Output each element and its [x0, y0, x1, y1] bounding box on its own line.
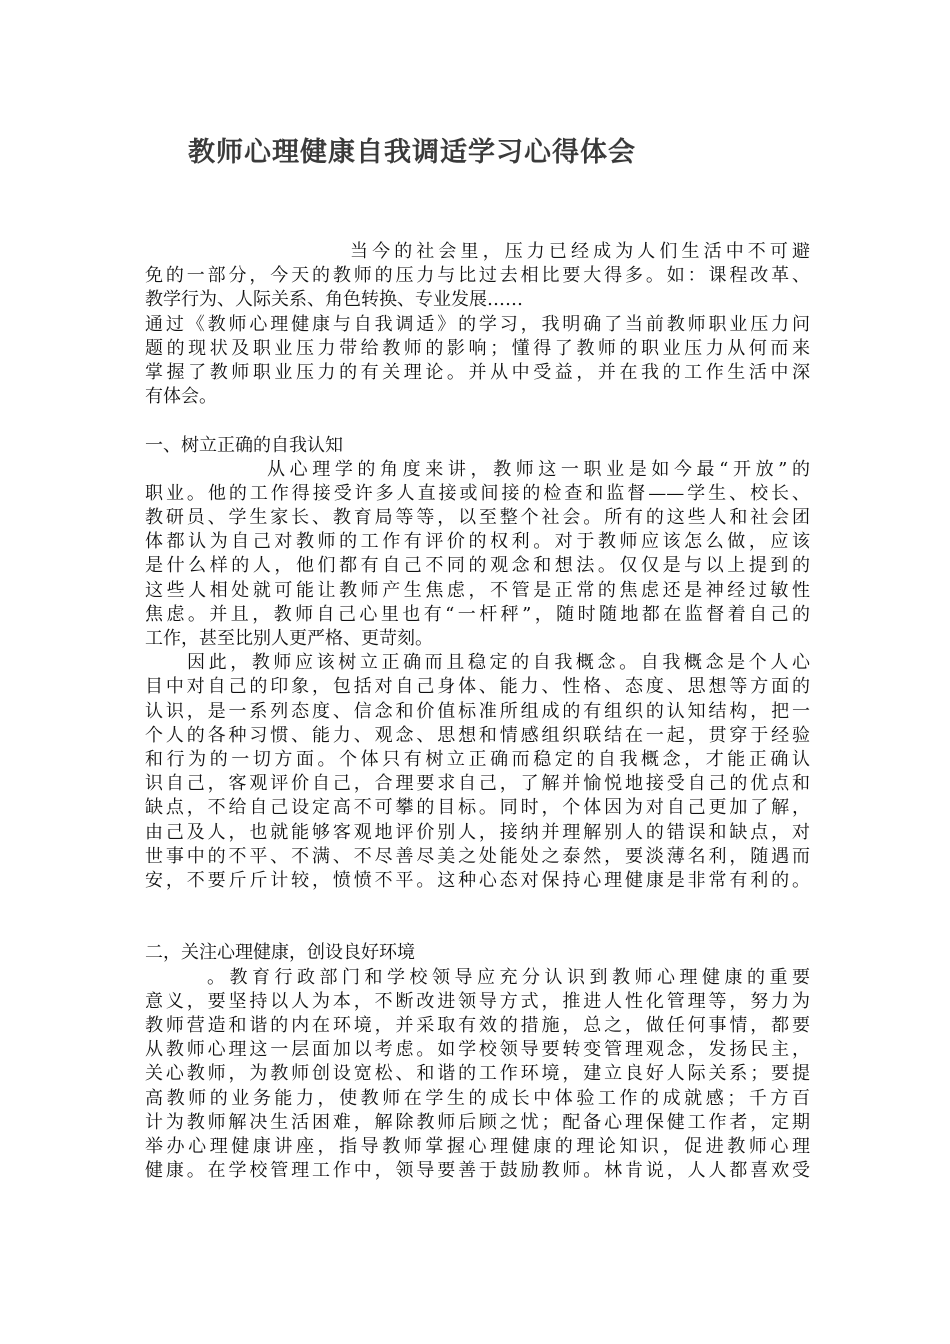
text-line: 教研员、学生家长、教育局等等，以至整个社会。所有的这些人和社会团 [145, 507, 810, 529]
text-line: 是什么样的人，他们都有自己不同的观念和想法。仅仅是与以上提到的 [145, 555, 810, 577]
text-line: 高教师的业务能力，使教师在学生的成长中体验工作的成就感；千方百 [145, 1087, 810, 1109]
text-line: 教学行为、人际关系、角色转换、专业发展…… [145, 289, 523, 311]
text-line: 通过《教师心理健康与自我调适》的学习，我明确了当前教师职业压力问 [145, 313, 810, 335]
text-line: 体都认为自己对教师的工作有评价的权利。对于教师应该怎么做，应该 [145, 531, 810, 553]
text-line: 因此，教师应该树立正确而且稳定的自我概念。自我概念是个人心 [187, 652, 810, 674]
text-line: 这些人相处就可能让教师产生焦虑，不管是正常的焦虑还是神经过敏性 [145, 579, 810, 601]
text-line: 意义，要坚持以人为本，不断改进领导方式，推进人性化管理等，努力为 [145, 990, 810, 1012]
section-heading-1: 一、树立正确的自我认知 [145, 434, 343, 456]
paragraph-gap [145, 893, 810, 941]
section1-paragraph-2 [145, 651, 810, 893]
document-body [145, 240, 810, 1183]
text-line: 安，不要斤斤计较，愤愤不平。这种心态对保持心理健康是非常有利的。 [145, 869, 810, 891]
text-line: 缺点，不给自己设定高不可攀的目标。同时，个体因为对自己更加了解， [145, 797, 810, 819]
text-line: 掌握了教师职业压力的有关理论。并从中受益，并在我的工作生活中深 [145, 361, 810, 383]
text-line: 和行为的一切方面。个体只有树立正确而稳定的自我概念，才能正确认 [145, 748, 810, 770]
text-line: 免的一部分，今天的教师的压力与比过去相比要大得多。如：课程改革、 [145, 265, 810, 287]
text-line: 认识，是一系列态度、信念和价值标准所组成的有组织的认知结构，把一 [145, 700, 810, 722]
text-line: 题的现状及职业压力带给教师的影响；懂得了教师的职业压力从何而来 [145, 337, 810, 359]
document-title: 教师心理健康自我调适学习心得体会 [188, 137, 636, 168]
text-line: 有体会。 [145, 386, 217, 408]
text-line: 世事中的不平、不满、不尽善尽美之处能处之泰然，要淡薄名利，随遇而 [145, 845, 810, 867]
text-line: 计为教师解决生活困难，解除教师后顾之忧；配备心理保健工作者，定期 [145, 1111, 810, 1133]
intro-paragraph [145, 240, 810, 409]
text-line: 教师营造和谐的内在环境，并采取有效的措施，总之，做任何事情，都要 [145, 1015, 810, 1037]
text-line: 从教师心理这一层面加以考虑。如学校领导要转变管理观念，发扬民主， [145, 1039, 810, 1061]
text-line: 职业。他的工作得接受许多人直接或间接的检查和监督——学生、校长、 [145, 482, 810, 504]
text-line: 关心教师，为教师创设宽松、和谐的工作环境，建立良好人际关系；要提 [145, 1063, 810, 1085]
text-line: 个人的各种习惯、能力、观念、思想和情感组织联结在一起，贯穿于经验 [145, 724, 810, 746]
text-line: 识自己，客观评价自己，合理要求自己，了解并愉悦地接受自己的优点和 [145, 773, 810, 795]
text-line: 目中对自己的印象，包括对自己身体、能力、性格、态度、思想等方面的 [145, 676, 810, 698]
section1-paragraph-1 [145, 458, 810, 652]
text-line: 健康。在学校管理工作中，领导要善于鼓励教师。林肯说，人人都喜欢受 [145, 1160, 810, 1182]
text-line: 举办心理健康讲座，指导教师掌握心理健康的理论知识，促进教师心理 [145, 1135, 810, 1157]
text-line: 焦虑。并且，教师自己心里也有“一杆秤”，随时随地都在监督着自己的 [145, 603, 810, 625]
text-line: 当今的社会里，压力已经成为人们生活中不可避 [350, 241, 810, 262]
paragraph-gap [145, 409, 810, 433]
text-line: 由己及人，也就能够客观地评价别人，接纳并理解别人的错误和缺点，对 [145, 821, 810, 843]
section-heading-2: 二，关注心理健康，创设良好环境 [145, 942, 415, 964]
text-line: 。教育行政部门和学校领导应充分认识到教师心理健康的重要 [207, 966, 810, 988]
text-line: 从心理学的角度来讲，教师这一职业是如今最“开放”的 [267, 458, 810, 480]
section2-paragraph-1 [145, 966, 810, 1184]
text-line: 工作，甚至比别人更严格、更苛刻。 [145, 628, 433, 649]
